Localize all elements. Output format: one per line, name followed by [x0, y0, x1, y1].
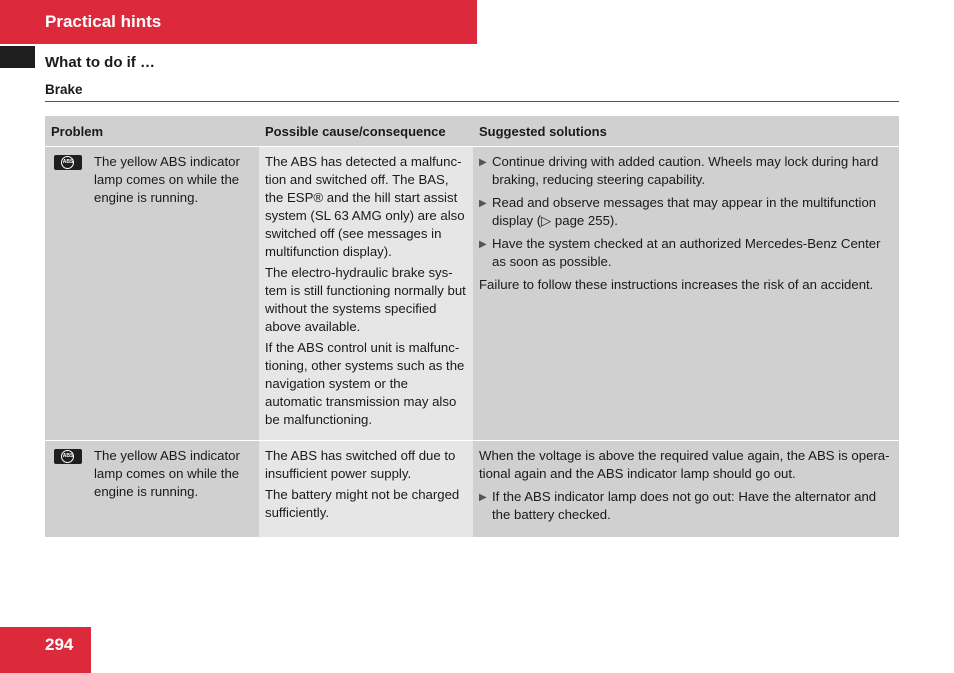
table-row — [45, 146, 899, 440]
section-marker — [0, 46, 35, 68]
chapter-subheader: What to do if … — [45, 54, 155, 71]
cause-paragraph: The electro-hydraulic brake sys-tem is still functioning normally but without the systems specified above available. — [265, 265, 466, 334]
abs-warning-icon — [54, 155, 82, 170]
problem-text: The yellow ABS indicator lamp comes on while the engine is running. — [94, 154, 240, 205]
solution-text: Have the system checked at an authorized Mercedes-Benz Center as soon as possible. — [492, 236, 881, 269]
cause-paragraph: The battery might not be charged sufficiently. — [265, 487, 460, 520]
cause-paragraph: If the ABS control unit is malfunc-tioning, other systems such as the navigation system or the automatic transmission may also be malfunctioning. — [265, 340, 465, 427]
problem-content — [51, 153, 253, 207]
solutions-cell — [473, 147, 899, 440]
solution-bullet — [479, 194, 893, 230]
bullet-arrow-icon: ▶ — [479, 198, 487, 209]
cause-cell — [259, 441, 473, 537]
abs-icon-label: ABS — [62, 159, 74, 165]
bullet-arrow-icon: ▶ — [479, 157, 487, 168]
page-number: 294 — [45, 635, 74, 654]
section-title: Brake — [45, 82, 83, 97]
solution-note: Failure to follow these instructions increases the risk of an accident. — [479, 277, 874, 292]
solution-bullet — [479, 488, 893, 524]
header-solutions: Suggested solutions — [473, 116, 899, 146]
solution-text: Read and observe messages that may appear in the multifunction display (▷ page 255). — [492, 195, 877, 228]
header-cause: Possible cause/consequence — [259, 116, 473, 146]
bullet-arrow-icon: ▶ — [479, 239, 487, 250]
table-row — [45, 440, 899, 537]
problem-cell — [45, 441, 259, 537]
abs-warning-icon — [54, 449, 82, 464]
section-divider — [45, 101, 899, 102]
header-title: Practical hints — [45, 12, 162, 31]
header-problem: Problem — [45, 116, 259, 146]
problem-cell — [45, 147, 259, 440]
troubleshooting-table — [45, 116, 899, 537]
problem-text: The yellow ABS indicator lamp comes on while the engine is running. — [94, 448, 240, 499]
cause-cell — [259, 147, 473, 440]
solution-text: Continue driving with added caution. Wheels may lock during hard braking, reducing steering capability. — [492, 154, 879, 187]
problem-content — [51, 447, 253, 501]
solution-bullet — [479, 235, 893, 271]
solution-bullet — [479, 153, 893, 189]
solution-text: If the ABS indicator lamp does not go out: Have the alternator and the battery checked. — [492, 489, 877, 522]
bullet-arrow-icon: ▶ — [479, 492, 487, 503]
cause-paragraph: The ABS has switched off due to insufficient power supply. — [265, 448, 456, 481]
table-header-row — [45, 116, 899, 146]
abs-icon-label: ABS — [62, 453, 74, 459]
solutions-cell — [473, 441, 899, 537]
cause-paragraph: The ABS has detected a malfunc-tion and switched off. The BAS, the ESP® and the hill start assist system (SL 63 AMG only) are also switched off (see messages in multifunction display). — [265, 154, 465, 259]
solution-note: When the voltage is above the required value again, the ABS is opera-tional again and the ABS indicator lamp should go out. — [479, 448, 890, 481]
